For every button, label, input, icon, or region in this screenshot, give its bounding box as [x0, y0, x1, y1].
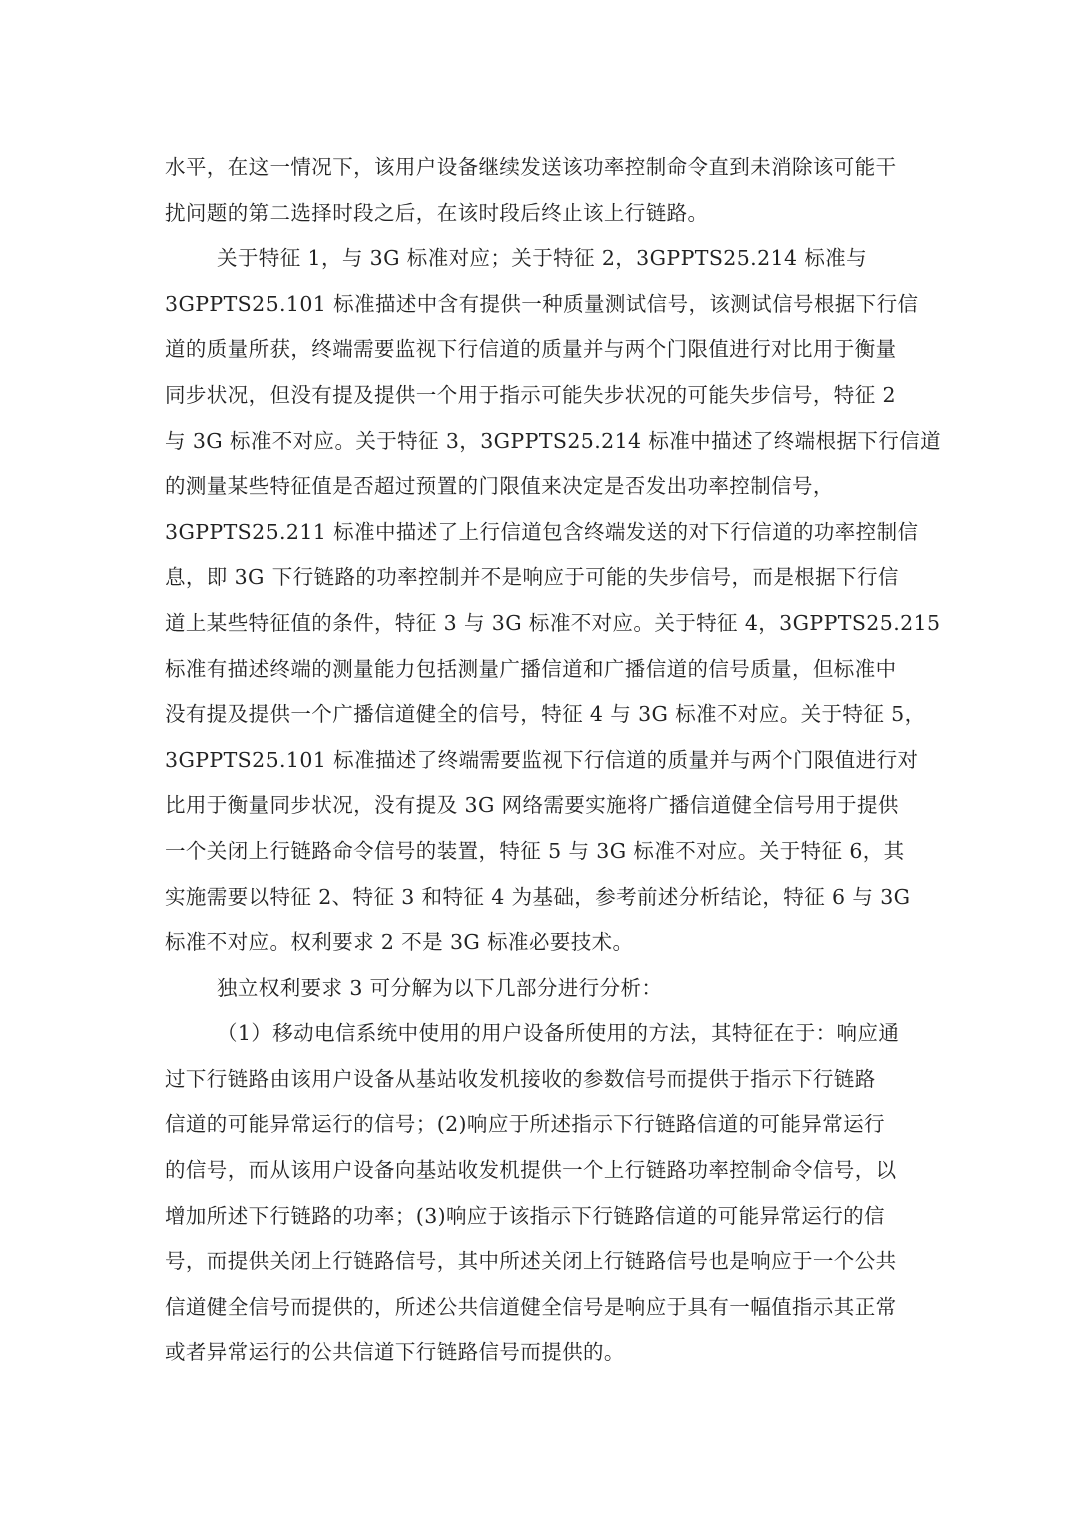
- text-line: 水平，在这一情况下，该用户设备继续发送该功率控制命令直到未消除该可能干: [165, 155, 897, 179]
- text-line: 或者异常运行的公共信道下行链路信号而提供的。: [165, 1340, 625, 1365]
- text-line: 的测量某些特征值是否超过预置的门限值来决定是否发出功率控制信号，: [165, 474, 834, 499]
- text-line: 3GPPTS25.211 标准中描述了上行信道包含终端发送的对下行信道的功率控制信: [165, 519, 919, 544]
- text-line: （1）移动电信系统中使用的用户设备所使用的方法，其特征在于：响应通: [217, 1021, 900, 1046]
- text-line: 过下行链路由该用户设备从基站收发机接收的参数信号而提供于指示下行链路: [165, 1066, 876, 1091]
- text-line: 独立权利要求 3 可分解为以下几部分进行分析：: [217, 975, 663, 1000]
- text-line: 关于特征 1，与 3G 标准对应；关于特征 2，3GPPTS25.214 标准与: [217, 246, 868, 271]
- text-line: 的信号，而从该用户设备向基站收发机提供一个上行链路功率控制命令信号，以: [165, 1158, 897, 1183]
- text-line: 3GPPTS25.101 标准描述中含有提供一种质量测试信号，该测试信号根据下行信: [165, 291, 919, 316]
- text-line: 信道的可能异常运行的信号；(2)响应于所述指示下行链路信道的可能异常运行: [165, 1112, 885, 1137]
- text-line: 道的质量所获，终端需要监视下行信道的质量并与两个门限值进行对比用于衡量: [165, 337, 897, 362]
- text-line: 比用于衡量同步状况，没有提及 3G 网络需要实施将广播信道健全信号用于提供: [165, 793, 899, 818]
- text-line: 实施需要以特征 2、特征 3 和特征 4 为基础，参考前述分析结论，特征 6 与 3G: [165, 884, 911, 909]
- body-text: [165, 145, 941, 1376]
- text-line: 标准有描述终端的测量能力包括测量广播信道和广播信道的信号质量，但标准中: [165, 656, 897, 681]
- text-line: 增加所述下行链路的功率；(3)响应于该指示下行链路信道的可能异常运行的信: [165, 1203, 885, 1228]
- text-line: 道上某些特征值的条件，特征 3 与 3G 标准不对应。关于特征 4，3GPPTS25.215: [165, 610, 941, 635]
- text-line: 3GPPTS25.101 标准描述了终端需要监视下行信道的质量并与两个门限值进行对: [165, 747, 919, 772]
- text-line: 标准不对应。权利要求 2 不是 3G 标准必要技术。: [165, 930, 634, 955]
- text-line: 同步状况，但没有提及提供一个用于指示可能失步状况的可能失步信号，特征 2: [165, 382, 896, 407]
- text-line: 信道健全信号而提供的，所述公共信道健全信号是响应于具有一幅值指示其正常: [165, 1294, 897, 1319]
- text-line: 号，而提供关闭上行链路信号，其中所述关闭上行链路信号也是响应于一个公共: [165, 1249, 897, 1274]
- text-line: 扰问题的第二选择时段之后，在该时段后终止该上行链路。: [165, 200, 709, 225]
- text-line: 与 3G 标准不对应。关于特征 3，3GPPTS25.214 标准中描述了终端根据下行信道: [165, 428, 941, 453]
- text-line: 没有提及提供一个广播信道健全的信号，特征 4 与 3G 标准不对应。关于特征 5，: [165, 702, 926, 727]
- text-line: 一个关闭上行链路命令信号的装置，特征 5 与 3G 标准不对应。关于特征 6，其: [165, 838, 905, 863]
- text-line: 息，即 3G 下行链路的功率控制并不是响应于可能的失步信号，而是根据下行信: [165, 565, 899, 590]
